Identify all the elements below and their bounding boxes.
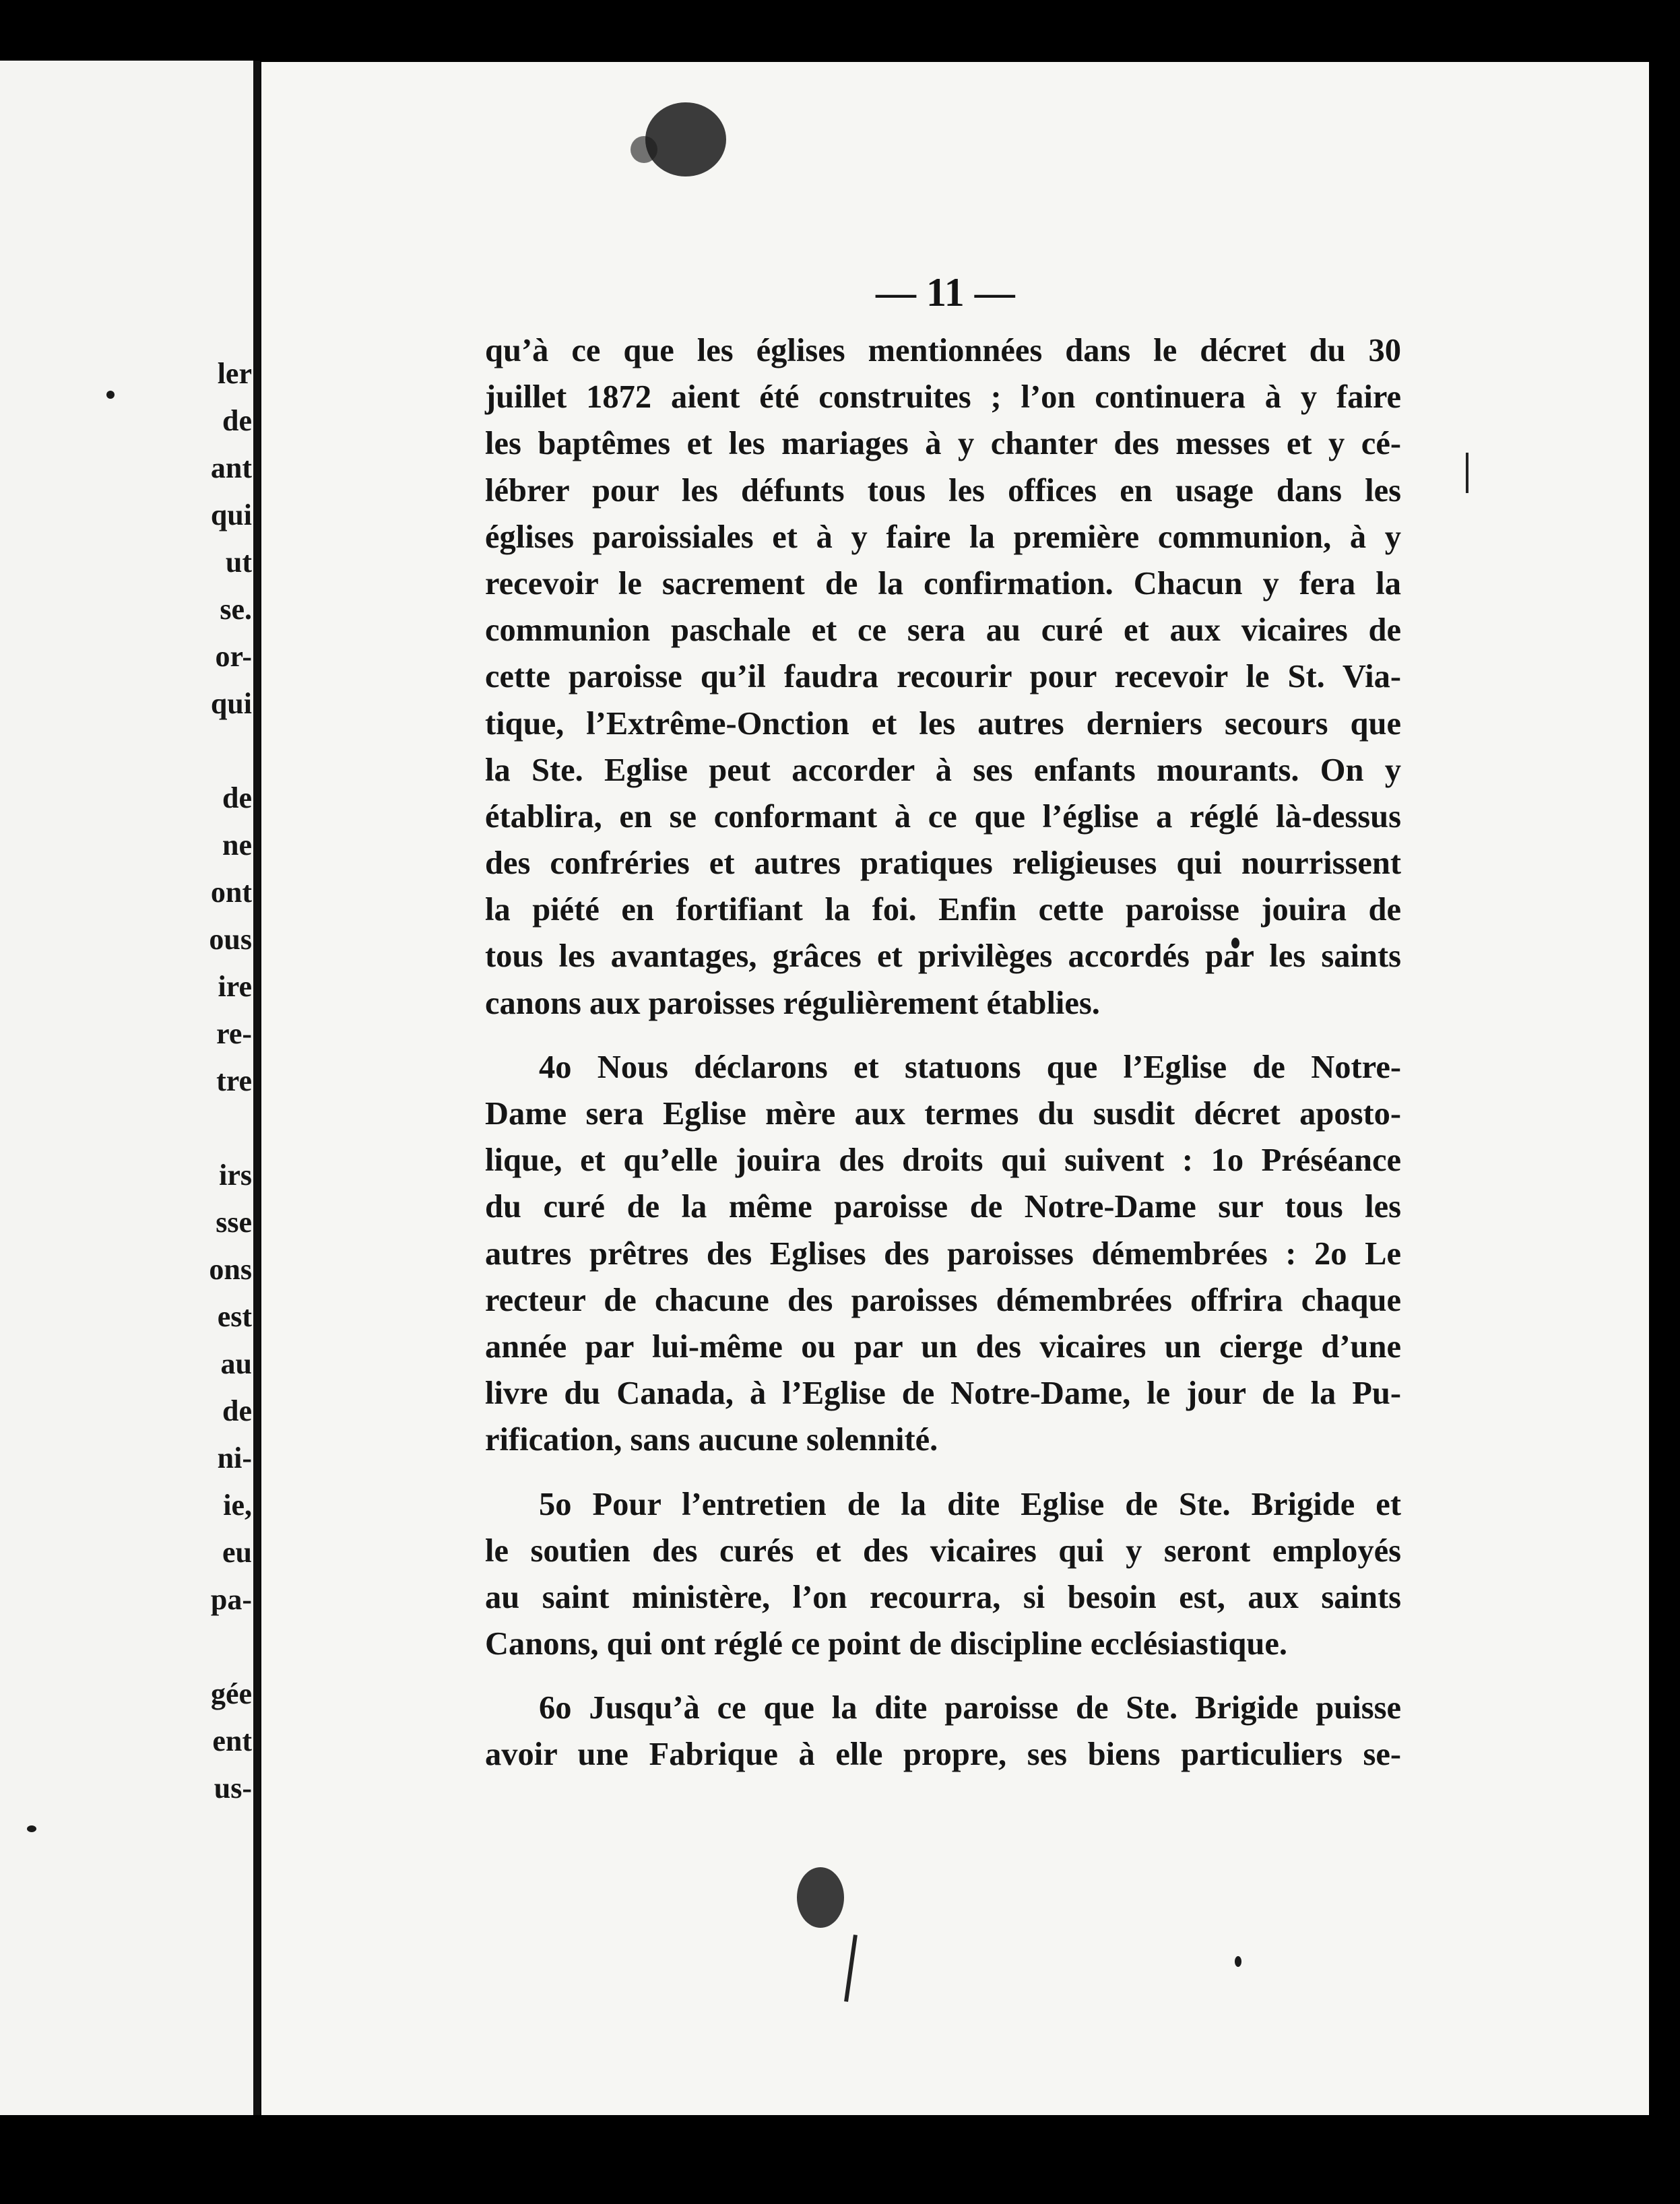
previous-page-fragment: us- [214, 1772, 252, 1805]
text-line: 5o Pour l’entretien de la dite Eglise de Ste. Brigide et [539, 1486, 1401, 1522]
text-line: rification, sans aucune solennité. [485, 1422, 938, 1458]
previous-page-fragment: ant [210, 451, 252, 484]
text-line: au saint ministère, l’on recourra, si besoin est, aux saints [485, 1579, 1401, 1615]
previous-page-fragment: de [222, 781, 252, 814]
text-line: la piété en fortifiant la foi. Enfin cette paroisse jouira de [485, 892, 1401, 928]
previous-page-fragment: eu [222, 1536, 252, 1569]
previous-page-fragment: ne [222, 829, 252, 862]
paragraph-gap [485, 1027, 1401, 1044]
paragraph-gap [485, 1667, 1401, 1685]
pen-mark [844, 1935, 858, 2002]
previous-page-fragment: qui [210, 687, 252, 720]
ink-speck [27, 1825, 36, 1832]
pen-mark [1466, 453, 1468, 493]
text-line: Dame sera Eglise mère aux termes du susdit décret aposto- [485, 1096, 1401, 1132]
previous-page-fragment [171, 1105, 252, 1152]
text-line: livre du Canada, à l’Eglise de Notre-Dame, le jour de la Pu- [485, 1375, 1401, 1412]
text-line: tique, l’Extrême-Onction et les autres derniers secours que [485, 705, 1401, 742]
previous-page-fragment: ie, [223, 1489, 252, 1522]
previous-page-fragment: qui [210, 498, 252, 531]
text-line: recevoir le sacrement de la confirmation. Chacun y fera la [485, 565, 1401, 602]
text-line: églises paroissiales et à y faire la première communion, à y [485, 519, 1401, 555]
text-line: tous les avantages, grâces et privilèges accordés par les saints [485, 938, 1401, 975]
text-line: avoir une Fabrique à elle propre, ses biens particuliers se- [485, 1737, 1401, 1773]
ink-blot [645, 102, 726, 176]
paragraph-gap [485, 1464, 1401, 1481]
text-line: année par lui-même ou par un des vicaires un cierge d’une [485, 1328, 1401, 1365]
previous-page-fragment: ni- [217, 1441, 252, 1474]
previous-page-fragment: sse [216, 1206, 252, 1239]
previous-page-fragment: est [217, 1300, 252, 1333]
previous-page-fragment: gée [210, 1677, 252, 1710]
text-line: lique, et qu’elle jouira des droits qui suivent : 1o Préséance [485, 1142, 1401, 1179]
page-gutter [253, 61, 260, 2115]
previous-page-fragment [171, 1623, 252, 1671]
ink-blot [797, 1867, 844, 1928]
previous-page-fragment: ent [212, 1724, 252, 1757]
text-line: cette paroisse qu’il faudra recourir pour recevoir le St. Via- [485, 659, 1401, 695]
previous-page-fragment: se. [220, 593, 252, 626]
previous-page-fragment: pa- [210, 1583, 252, 1616]
text-line: recteur de chacune des paroisses démembrées offrira chaque [485, 1282, 1401, 1318]
right-scan-border [1649, 59, 1680, 2120]
text-line: autres prêtres des Eglises des paroisses démembrées : 2o Le [485, 1235, 1401, 1272]
text-line: 4o Nous déclarons et statuons que l’Eglise de Notre- [539, 1049, 1401, 1085]
previous-page-fragment: ut [225, 546, 252, 579]
text-line: 6o Jusqu’à ce que la dite paroisse de Ste. Brigide puisse [539, 1690, 1401, 1726]
previous-page-fragment: au [220, 1347, 252, 1380]
text-line: communion paschale et ce sera au curé et aux vicaires de [485, 612, 1401, 649]
previous-page-fragment: ler [217, 357, 252, 390]
previous-page-fragment: ire [218, 970, 252, 1003]
previous-page-edge [0, 61, 256, 2115]
body-text [485, 327, 1401, 1778]
ink-speck [1235, 1956, 1241, 1967]
previous-page-fragment: irs [219, 1159, 252, 1192]
previous-page-fragment: de [222, 404, 252, 437]
previous-page-fragment: ont [210, 876, 252, 909]
previous-page-fragment: re- [216, 1017, 252, 1050]
text-line: Canons, qui ont réglé ce point de discipline ecclésiastique. [485, 1626, 1287, 1662]
previous-page-fragment: ous [209, 923, 252, 956]
previous-page-fragment [171, 727, 252, 775]
text-line: des confréries et autres pratiques religieuses qui nourrissent [485, 845, 1401, 882]
text-line: la Ste. Eglise peut accorder à ses enfants mourants. On y [485, 752, 1401, 788]
text-line: établira, en se conformant à ce que l’église a réglé là-dessus [485, 798, 1401, 835]
previous-page-fragment: tre [216, 1064, 252, 1097]
ink-speck [106, 391, 115, 399]
previous-page-fragment: or- [215, 640, 252, 673]
text-line: lébrer pour les défunts tous les offices en usage dans les [485, 472, 1401, 509]
page-number: — 11 — [876, 270, 1015, 315]
text-line: du curé de la même paroisse de Notre-Dame sur tous les [485, 1189, 1401, 1225]
text-line: juillet 1872 aient été construites ; l’on continuera à y faire [485, 379, 1401, 416]
text-line: qu’à ce que les églises mentionnées dans le décret du 30 [485, 333, 1401, 368]
text-line: canons aux paroisses régulièrement établies. [485, 985, 1100, 1021]
previous-page-fragment: ons [209, 1253, 252, 1286]
previous-page-fragment: de [222, 1394, 252, 1427]
previous-page-text-fragments [171, 350, 252, 1812]
ink-blot [631, 136, 657, 163]
text-line: les baptêmes et les mariages à y chanter des messes et y cé- [485, 426, 1401, 462]
text-line: le soutien des curés et des vicaires qui y seront employés [485, 1532, 1401, 1569]
